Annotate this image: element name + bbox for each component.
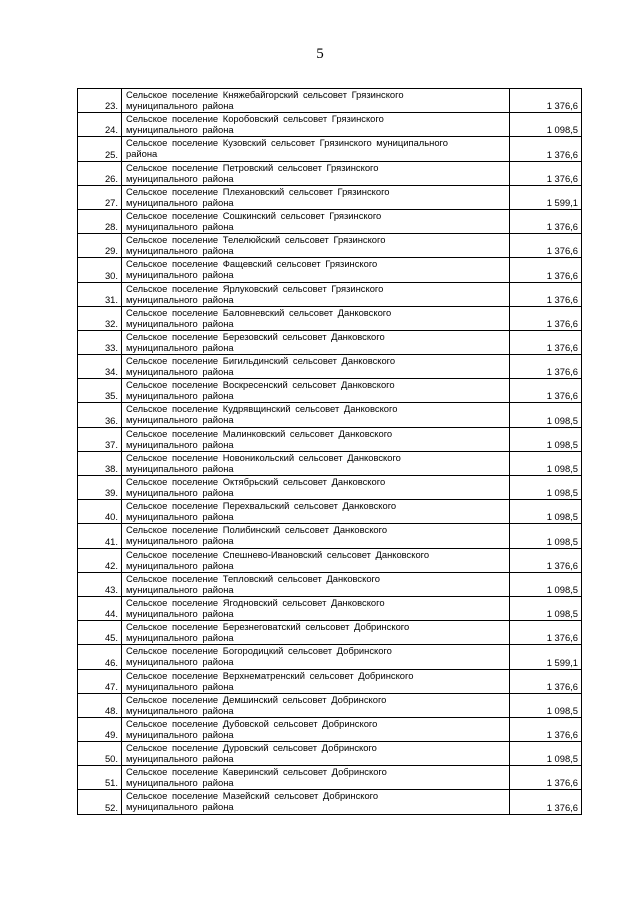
table-row <box>78 645 582 669</box>
settlement-name-line1: Сельское поселение Баловневский сельсовет Данковского <box>126 306 392 318</box>
settlement-name-line1: Сельское поселение Малинковский сельсовет Данковского <box>126 427 393 439</box>
amount-value: 1 098,5 <box>510 476 582 500</box>
settlements-table <box>77 88 582 815</box>
settlement-name <box>122 137 510 161</box>
settlement-name-line1: Сельское поселение Фащевский сельсовет Грязинского <box>126 258 378 270</box>
amount-value: 1 376,6 <box>510 621 582 645</box>
amount-value: 1 098,5 <box>510 427 582 451</box>
settlement-name <box>122 645 510 669</box>
row-number: 23. <box>78 89 122 113</box>
amount-value: 1 599,1 <box>510 645 582 669</box>
settlement-name-line2: муниципального района <box>126 220 234 232</box>
settlement-name <box>122 451 510 475</box>
settlement-name <box>122 596 510 620</box>
settlement-name-line1: Сельское поселение Петровский сельсовет Грязинского <box>126 161 379 173</box>
row-number: 40. <box>78 500 122 524</box>
row-number: 51. <box>78 766 122 790</box>
row-number: 49. <box>78 717 122 741</box>
table-row <box>78 89 582 113</box>
row-number: 31. <box>78 282 122 306</box>
table-row <box>78 403 582 427</box>
table-row <box>78 113 582 137</box>
amount-value: 1 376,6 <box>510 717 582 741</box>
settlement-name-line1: Сельское поселение Березнеговатский сельсовет Добринского <box>126 621 410 633</box>
row-number: 34. <box>78 355 122 379</box>
table-row <box>78 185 582 209</box>
amount-value: 1 376,6 <box>510 379 582 403</box>
settlement-name-line1: Сельское поселение Кузовский сельсовет Грязинского муниципального <box>126 137 448 149</box>
amount-value: 1 376,6 <box>510 355 582 379</box>
settlement-name-line1: Сельское поселение Перехвальский сельсовет Данковского <box>126 500 397 512</box>
amount-value: 1 376,6 <box>510 209 582 233</box>
table-row <box>78 572 582 596</box>
table-row <box>78 596 582 620</box>
settlement-name <box>122 548 510 572</box>
settlement-name <box>122 717 510 741</box>
settlement-name-line2: муниципального района <box>126 245 234 257</box>
amount-value: 1 098,5 <box>510 596 582 620</box>
amount-value: 1 098,5 <box>510 693 582 717</box>
amount-value: 1 098,5 <box>510 572 582 596</box>
table-row <box>78 355 582 379</box>
table-row <box>78 209 582 233</box>
settlement-name <box>122 89 510 113</box>
settlement-name-line1: Сельское поселение Сошкинский сельсовет Грязинского <box>126 209 382 221</box>
settlement-name-line2: муниципального района <box>126 487 234 498</box>
row-number: 27. <box>78 185 122 209</box>
settlement-name-line1: Сельское поселение Воскресенский сельсовет Данковского <box>126 379 395 391</box>
settlement-name <box>122 330 510 354</box>
table-row <box>78 548 582 572</box>
settlement-name-line1: Сельское поселение Богородицкий сельсовет Добринского <box>126 645 392 657</box>
settlement-name <box>122 476 510 500</box>
table-row <box>78 669 582 693</box>
settlement-name <box>122 524 510 548</box>
table-row <box>78 717 582 741</box>
settlement-name <box>122 185 510 209</box>
settlement-name-line2: муниципального района <box>126 753 234 765</box>
settlement-name <box>122 621 510 645</box>
table-row <box>78 330 582 354</box>
row-number: 33. <box>78 330 122 354</box>
table-row <box>78 790 582 814</box>
row-number: 45. <box>78 621 122 645</box>
settlement-name-line2: муниципального района <box>126 583 234 595</box>
settlement-name-line2: муниципального района <box>126 366 234 378</box>
settlement-name-line1: Сельское поселение Ярлуковский сельсовет Грязинского <box>126 282 384 294</box>
settlement-name-line1: Сельское поселение Дубовской сельсовет Добринского <box>126 717 378 729</box>
row-number: 44. <box>78 596 122 620</box>
settlement-name-line1: Сельское поселение Демшинский сельсовет Добринского <box>126 693 387 705</box>
settlement-name-line2: муниципального района <box>126 462 234 474</box>
row-number: 46. <box>78 645 122 669</box>
row-number: 41. <box>78 524 122 548</box>
settlement-name-line1: Сельское поселение Полибинский сельсовет Данковского <box>126 524 388 536</box>
row-number: 29. <box>78 234 122 258</box>
row-number: 42. <box>78 548 122 572</box>
amount-value: 1 376,6 <box>510 548 582 572</box>
table-row <box>78 742 582 766</box>
table-row <box>78 306 582 330</box>
amount-value: 1 376,6 <box>510 234 582 258</box>
settlement-name-line1: Сельское поселение Кудрявщинский сельсовет Данковского <box>126 403 398 415</box>
settlement-name-line2: муниципального района <box>126 341 234 353</box>
row-number: 30. <box>78 258 122 282</box>
settlement-name-line1: Сельское поселение Березовский сельсовет Данковского <box>126 330 385 342</box>
amount-value: 1 098,5 <box>510 742 582 766</box>
settlement-name-line2: муниципального района <box>126 172 234 184</box>
settlement-name <box>122 669 510 693</box>
table-row <box>78 282 582 306</box>
table-row <box>78 427 582 451</box>
settlement-name-line2: муниципального района <box>126 196 234 208</box>
settlement-name-line2: муниципального района <box>126 317 234 329</box>
settlement-name <box>122 355 510 379</box>
settlement-name-line1: Сельское поселение Ягодновский сельсовет Данковского <box>126 596 385 608</box>
row-number: 50. <box>78 742 122 766</box>
amount-value: 1 599,1 <box>510 185 582 209</box>
settlement-name <box>122 572 510 596</box>
table-row <box>78 234 582 258</box>
row-number: 26. <box>78 161 122 185</box>
page-number: 5 <box>316 46 324 62</box>
settlement-name <box>122 234 510 258</box>
amount-value: 1 376,6 <box>510 306 582 330</box>
table-row <box>78 524 582 548</box>
settlement-name-line2: муниципального района <box>126 511 234 523</box>
settlement-name-line1: Сельское поселение Октябрьский сельсовет Данковского <box>126 476 386 487</box>
settlement-name-line1: Сельское поселение Спешнево-Ивановский сельсовет Данковского <box>126 548 430 560</box>
settlement-name-line2: муниципального района <box>126 801 234 813</box>
settlement-name-line2: муниципального района <box>126 656 234 668</box>
table-row <box>78 621 582 645</box>
amount-value: 1 098,5 <box>510 113 582 137</box>
settlement-name-line1: Сельское поселение Новоникольский сельсовет Данковского <box>126 451 401 463</box>
amount-value: 1 376,6 <box>510 790 582 814</box>
row-number: 52. <box>78 790 122 814</box>
settlement-name-line2: муниципального района <box>126 632 234 644</box>
settlement-name <box>122 790 510 814</box>
settlement-name <box>122 500 510 524</box>
settlement-name-line2: муниципального района <box>126 293 234 305</box>
settlement-name-line2: муниципального района <box>126 728 234 740</box>
row-number: 37. <box>78 427 122 451</box>
settlement-name-line2: муниципального района <box>126 680 234 692</box>
table-row <box>78 258 582 282</box>
settlement-name-line2: муниципального района <box>126 607 234 619</box>
settlement-name-line1: Сельское поселение Бигильдинский сельсовет Данковского <box>126 355 396 367</box>
settlement-name <box>122 113 510 137</box>
settlement-name-line1: Сельское поселение Дуровский сельсовет Добринского <box>126 742 377 754</box>
settlement-name-line1: Сельское поселение Каверинский сельсовет Добринского <box>126 766 387 778</box>
settlement-name-line2: муниципального района <box>126 438 234 450</box>
settlement-name <box>122 379 510 403</box>
table-row <box>78 161 582 185</box>
amount-value: 1 376,6 <box>510 766 582 790</box>
settlement-name <box>122 306 510 330</box>
row-number: 32. <box>78 306 122 330</box>
settlement-name <box>122 209 510 233</box>
amount-value: 1 376,6 <box>510 258 582 282</box>
settlement-name-line2: муниципального района <box>126 535 234 547</box>
settlement-name-line1: Сельское поселение Мазейский сельсовет Добринского <box>126 790 379 802</box>
settlement-name-line1: Сельское поселение Тепловский сельсовет Данковского <box>126 572 380 584</box>
amount-value: 1 098,5 <box>510 500 582 524</box>
table-row <box>78 693 582 717</box>
amount-value: 1 376,6 <box>510 161 582 185</box>
amount-value: 1 098,5 <box>510 403 582 427</box>
row-number: 43. <box>78 572 122 596</box>
settlement-name-line2: района <box>126 148 158 160</box>
row-number: 25. <box>78 137 122 161</box>
settlement-name-line1: Сельское поселение Верхнематренский сельсовет Добринского <box>126 669 414 681</box>
settlement-name <box>122 742 510 766</box>
amount-value: 1 376,6 <box>510 330 582 354</box>
settlement-name-line1: Сельское поселение Плехановский сельсовет Грязинского <box>126 185 390 197</box>
row-number: 48. <box>78 693 122 717</box>
settlement-name-line2: муниципального района <box>126 704 234 716</box>
row-number: 24. <box>78 113 122 137</box>
amount-value: 1 376,6 <box>510 89 582 113</box>
settlement-name-line2: муниципального района <box>126 124 234 136</box>
settlement-name <box>122 403 510 427</box>
settlement-name <box>122 282 510 306</box>
amount-value: 1 098,5 <box>510 451 582 475</box>
table-row <box>78 766 582 790</box>
settlement-name <box>122 258 510 282</box>
settlement-name-line2: муниципального района <box>126 559 234 571</box>
settlement-name-line2: муниципального района <box>126 414 234 426</box>
settlement-name <box>122 161 510 185</box>
settlement-name-line2: муниципального района <box>126 269 234 281</box>
settlement-name <box>122 427 510 451</box>
amount-value: 1 098,5 <box>510 524 582 548</box>
table-body <box>78 89 582 815</box>
row-number: 28. <box>78 209 122 233</box>
settlement-name-line1: Сельское поселение Коробовский сельсовет Грязинского <box>126 113 384 125</box>
table-row <box>78 137 582 161</box>
amount-value: 1 376,6 <box>510 282 582 306</box>
row-number: 39. <box>78 476 122 500</box>
table-row <box>78 379 582 403</box>
row-number: 36. <box>78 403 122 427</box>
settlement-name-line1: Сельское поселение Княжебайгорский сельсовет Грязинского <box>126 89 404 100</box>
settlement-name-line2: муниципального района <box>126 777 234 789</box>
settlement-name-line2: муниципального района <box>126 390 234 402</box>
table-row <box>78 500 582 524</box>
amount-value: 1 376,6 <box>510 137 582 161</box>
settlement-name <box>122 766 510 790</box>
table-row <box>78 476 582 500</box>
row-number: 38. <box>78 451 122 475</box>
settlement-name-line1: Сельское поселение Телелюйский сельсовет Грязинского <box>126 234 386 246</box>
table-row <box>78 451 582 475</box>
row-number: 47. <box>78 669 122 693</box>
settlement-name <box>122 693 510 717</box>
settlement-name-line2: муниципального района <box>126 100 234 111</box>
row-number: 35. <box>78 379 122 403</box>
amount-value: 1 376,6 <box>510 669 582 693</box>
